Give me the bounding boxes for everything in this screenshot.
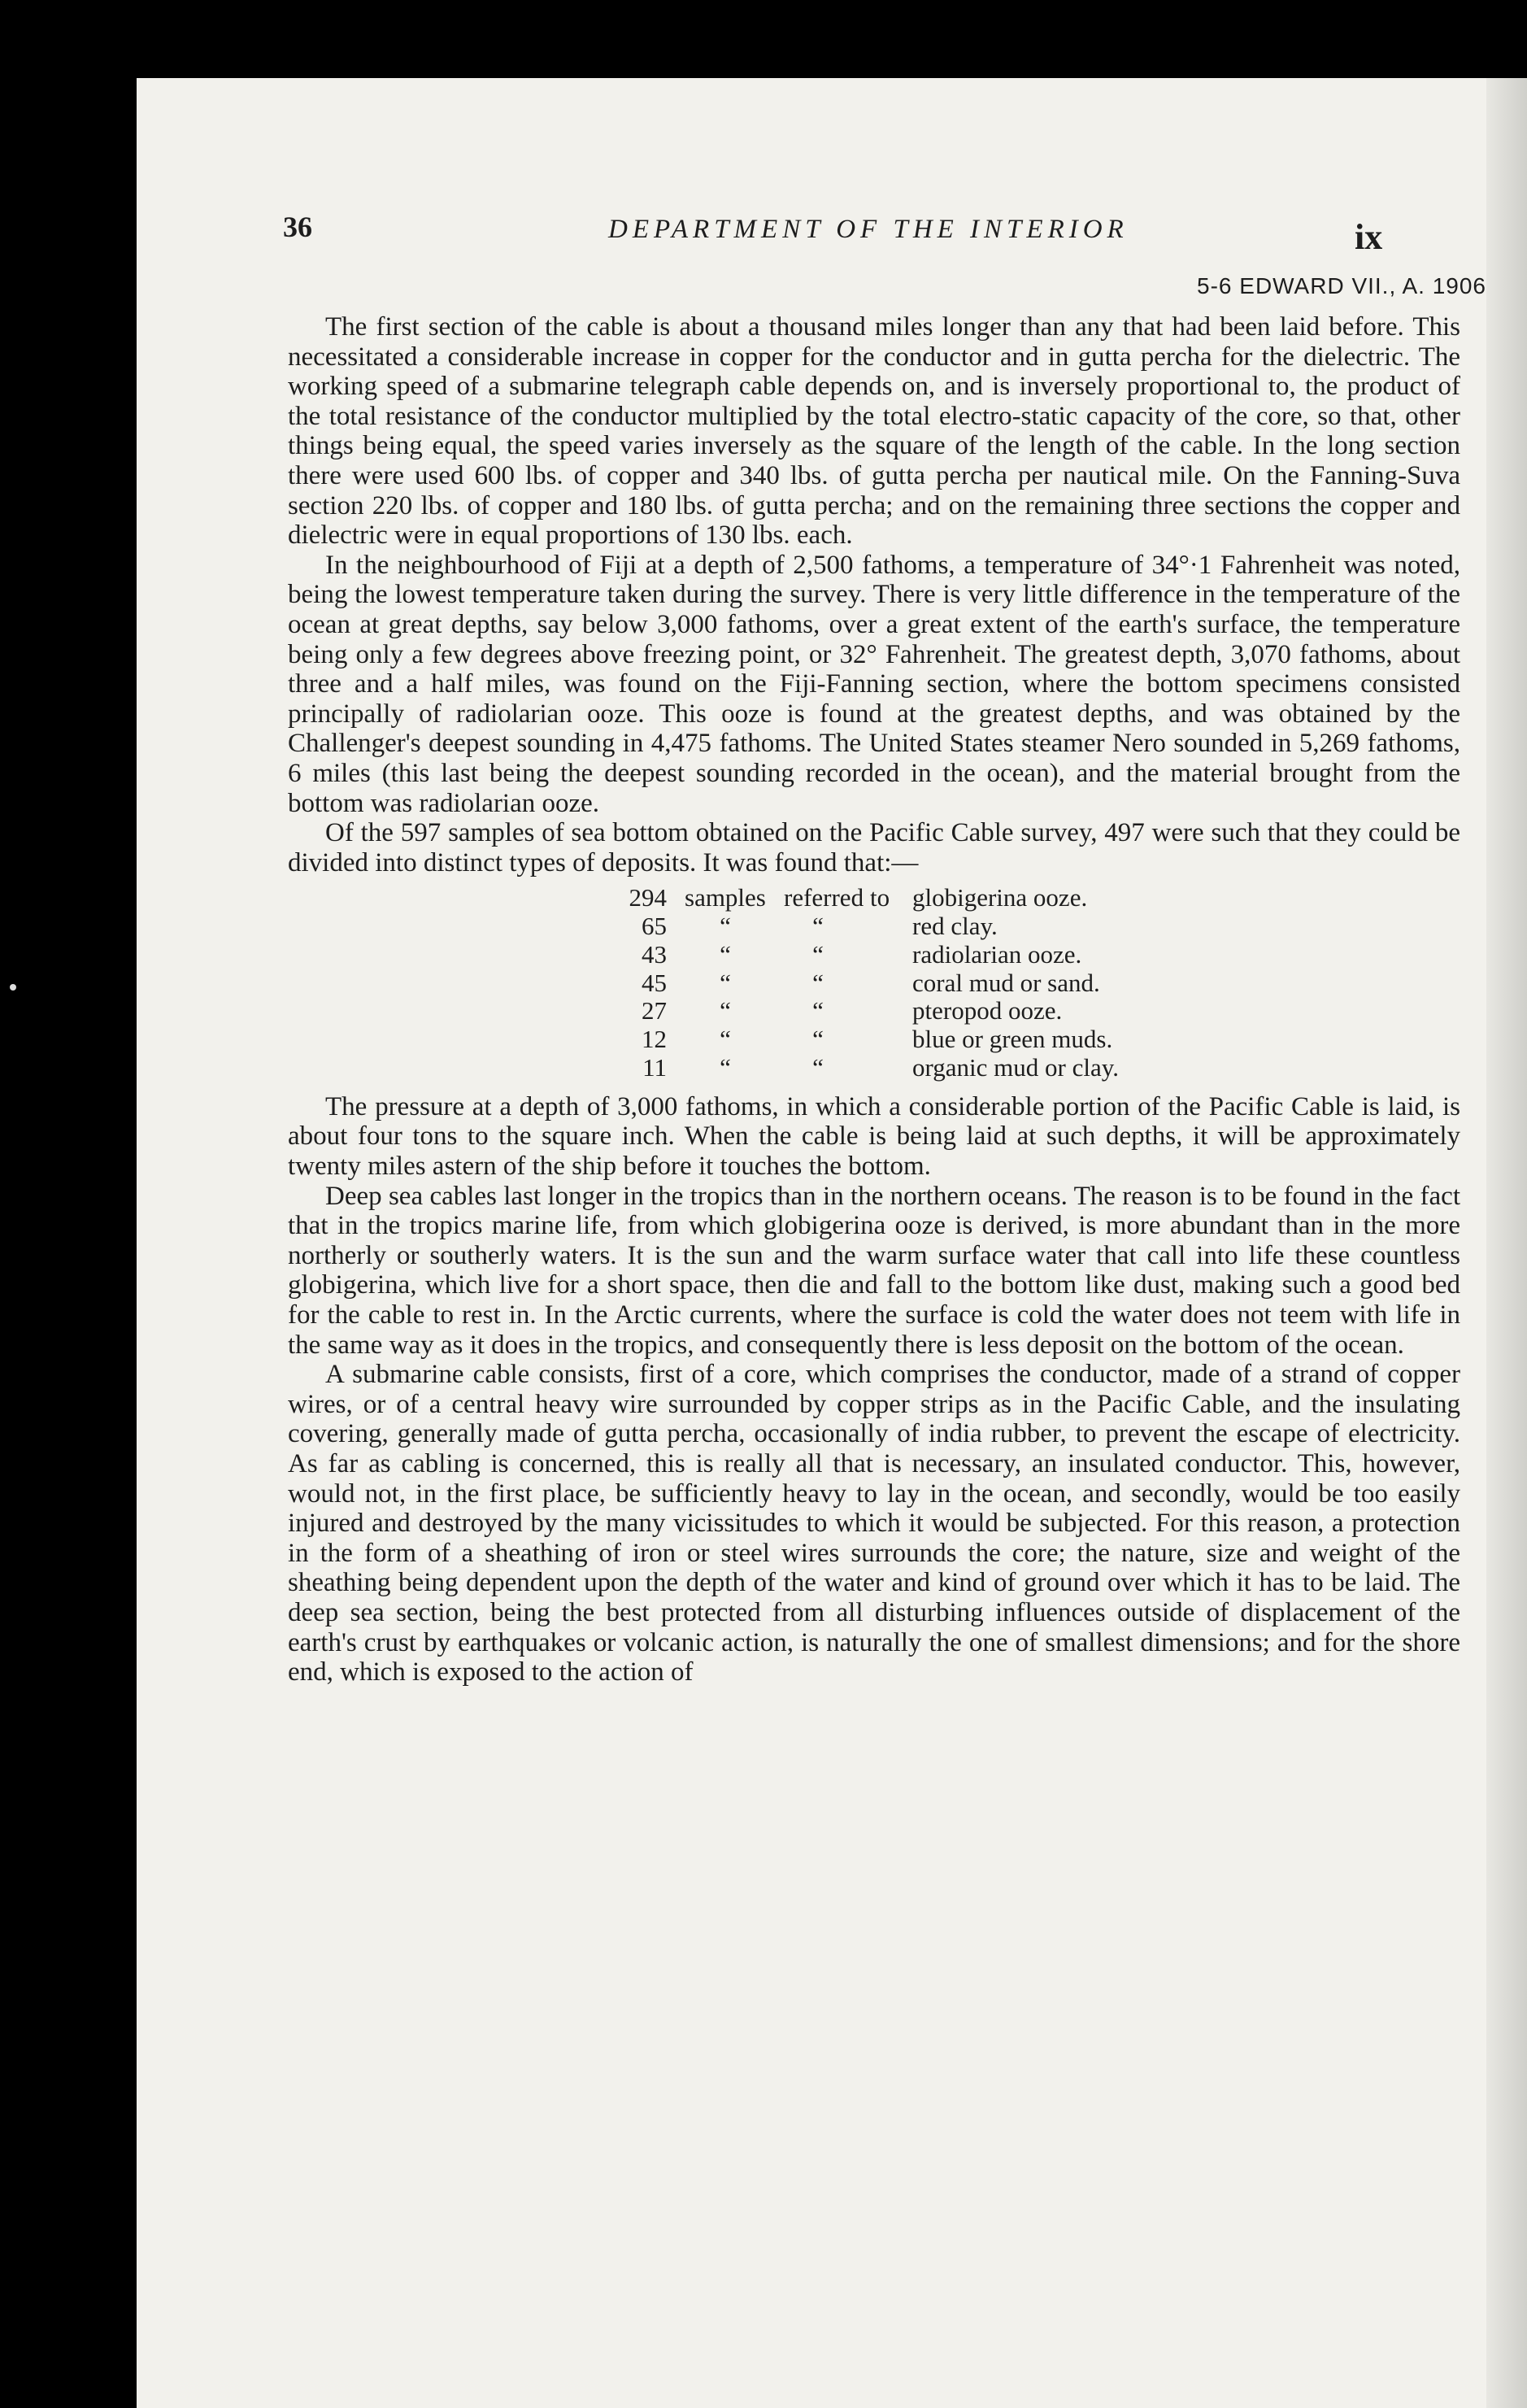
paragraph: The pressure at a depth of 3,000 fathoms, in which a considerable portion of the Pacific Cable is laid, is about four tons to the square inch. When the cable is being laid at such depths, it will be approximately twenty miles astern of the ship before it touches the bottom.: [288, 1091, 1460, 1182]
ditto-mark: “: [812, 939, 824, 969]
sample-count: 43: [642, 939, 667, 969]
ditto-mark: “: [720, 939, 731, 969]
ditto-mark: “: [720, 1025, 731, 1054]
sample-type: blue or green muds.: [912, 1025, 1113, 1054]
ditto-mark: “: [812, 996, 824, 1025]
session-line: 5-6 EDWARD VII., A. 1906: [1197, 273, 1486, 298]
sample-count: 12: [642, 1025, 667, 1054]
ditto-mark: “: [720, 968, 731, 997]
ditto-mark: “: [812, 912, 824, 941]
sample-type: radiolarian ooze.: [912, 939, 1082, 969]
ditto-mark: “: [720, 996, 731, 1025]
paragraph: In the neighbourhood of Fiji at a depth of 2,500 fathoms, a temperature of 34°·1 Fahrenheit was noted, being the lowest temperature taken during the survey. There is very little difference in the temperature of the ocean at great depths, say below 3,000 fathoms, over a great extent of the earth's surface, the temperature being only a few degrees above freezing point, or 32° Fahrenheit. The greatest depth, 3,070 fathoms, about three and a half miles, was found on the Fiji-Fanning section, where the bottom specimens consisted principally of radiolarian ooze. This ooze is found at the greatest depths, and was obtained by the Challenger's deepest sounding in 4,475 fathoms. The United States steamer Nero sounded in 5,269 fathoms, 6 miles (this last being the deepest sounding recorded in the ocean), and the material brought from the bottom was radiolarian ooze.: [288, 550, 1460, 818]
sample-count: 65: [642, 912, 667, 941]
ditto-mark: “: [812, 1053, 824, 1082]
scan-speck: [10, 984, 16, 991]
sample-count: 11: [642, 1053, 667, 1082]
ditto-mark: “: [812, 1025, 824, 1054]
ditto-mark: “: [720, 1053, 731, 1082]
samples-table: [288, 884, 1460, 1082]
ditto-mark: “: [812, 968, 824, 997]
ditto-mark: “: [720, 912, 731, 941]
paragraph: The first section of the cable is about a thousand miles longer than any that had been laid before. This necessitated a considerable increase in copper for the conductor and in gutta percha for the dielectric. The working speed of a submarine telegraph cable depends on, and is inversely proportional to, the product of the total resistance of the conductor multiplied by the total electro-static capacity of the core, so that, other things being equal, the speed varies inversely as the square of the length of the cable. In the long section there were used 600 lbs. of copper and 340 lbs. of gutta percha per nautical mile. On the Fanning-Suva section 220 lbs. of copper and 180 lbs. of gutta percha; and on the remaining three sections the copper and dielectric were in equal proportions of 130 lbs. each.: [288, 312, 1460, 551]
roman-numeral: ix: [1355, 217, 1383, 257]
sample-count: 45: [642, 968, 667, 997]
sample-word: referred: [784, 883, 864, 912]
body-text: [288, 312, 1460, 1687]
page-edge: [1486, 78, 1527, 2408]
document-page: [137, 78, 1486, 2408]
sample-count: 294: [629, 883, 667, 912]
paragraph: Of the 597 samples of sea bottom obtained on the Pacific Cable survey, 497 were such that they could be divided into distinct types of deposits. It was found that:—: [288, 818, 1460, 877]
sample-type: organic mud or clay.: [912, 1053, 1119, 1082]
sample-word: samples: [685, 883, 766, 912]
sample-type: pteropod ooze.: [912, 996, 1063, 1025]
sample-type: globigerina ooze.: [912, 883, 1088, 912]
sample-type: coral mud or sand.: [912, 968, 1100, 997]
sample-type: red clay.: [912, 912, 998, 941]
running-title: DEPARTMENT OF THE INTERIOR: [608, 215, 1129, 244]
paragraph: A submarine cable consists, first of a core, which comprises the conductor, made of a strand of copper wires, or of a central heavy wire surrounded by copper strips as in the Pacific Cable, and the insulating covering, generally made of gutta percha, occasionally of india rubber, to prevent the escape of electricity. As far as cabling is concerned, this is really all that is necessary, an insulated conductor. This, however, would not, in the first place, be sufficiently heavy to lay in the ocean, and secondly, would be too easily injured and destroyed by the many vicissitudes to which it would be subjected. For this reason, a protection in the form of a sheathing of iron or steel wires surrounds the core; the nature, size and weight of the sheathing being dependent upon the depth of the water and kind of ground over which it has to be laid. The deep sea section, being the best protected from all disturbing influences outside of displacement of the earth's crust by earthquakes or volcanic action, is naturally the one of smallest dimensions; and for the shore end, which is exposed to the action of: [288, 1360, 1460, 1687]
sample-count: 27: [642, 996, 667, 1025]
page-number: 36: [283, 211, 312, 243]
paragraph: Deep sea cables last longer in the tropics than in the northern oceans. The reason is to be found in the fact that in the tropics marine life, from which globigerina ooze is derived, is more abundant than in the more northerly or southerly waters. It is the sun and the warm surface water that call into life these countless globigerina, which live for a short space, then die and fall to the bottom like dust, making such a good bed for the cable to rest in. In the Arctic currents, where the surface is cold the water does not teem with life in the same way as it does in the tropics, and consequently there is less deposit on the bottom of the ocean.: [288, 1181, 1460, 1360]
sample-word: to: [870, 883, 890, 912]
